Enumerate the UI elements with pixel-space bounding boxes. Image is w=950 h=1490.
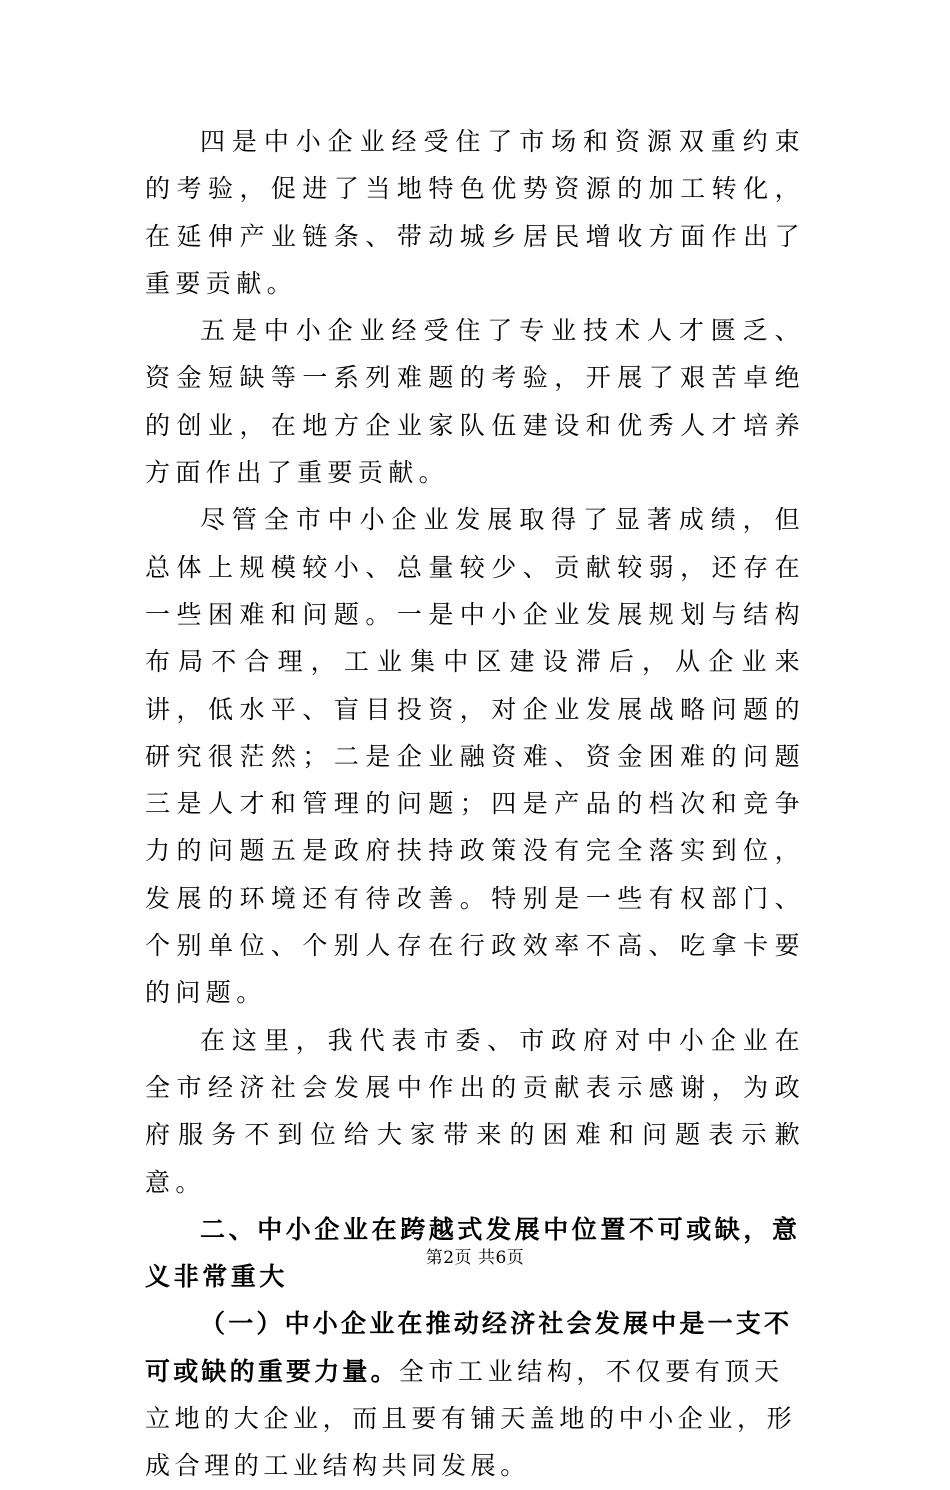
paragraph-four: 四是中小企业经受住了市场和资源双重约束的考验，促进了当地特色优势资源的加工转化，在延伸产业链条、带动城乡居民增收方面作出了重要贡献。 <box>145 127 805 298</box>
page-footer: 第2页 共6页 <box>425 1248 525 1268</box>
section-heading: 二、中小企业在跨越式发展中位置不可或缺，意义非常重大 <box>145 1214 801 1292</box>
paragraph-problems: 尽管全市中小企业发展取得了显著成绩，但总体上规模较小、总量较少、贡献较弱，还存在一些困难和问题。一是中小企业发展规划与结构布局不合理，工业集中区建设滞后，从企业来讲，低水平、盲目投资，对企业发展战略问题的研究很茫然；二是企业融资难、资金困难的问题三是人才和管理的问题；四是产品的档次和竞争力的问题五是政府扶持政策没有完全落实到位，发展的环境还有待改善。特别是一些有权部门、个别单位、个别人存在行政效率不高、吃拿卡要的问题。 <box>145 505 805 1008</box>
subsection-paragraph <box>145 1300 805 1489</box>
subsection-lead: （一）中小企业在推动经济社会发展中是一支不可或缺的重要力量。 <box>145 1309 793 1386</box>
subsection-text: 全市工业结构，不仅要有顶天立地的大企业，而且要有铺天盖地的中小企业，形成合理的工业结构共同发展。 <box>145 1356 797 1481</box>
document-body <box>145 118 805 1490</box>
paragraph-five: 五是中小企业经受住了专业技术人才匮乏、资金短缺等一系列难题的考验，开展了艰苦卓绝的创业，在地方企业家队伍建设和优秀人才培养方面作出了重要贡献。 <box>145 316 805 488</box>
paragraph-thanks: 在这里，我代表市委、市政府对中小企业在全市经济社会发展中作出的贡献表示感谢，为政府服务不到位给大家带来的困难和问题表示歉意。 <box>145 1025 805 1197</box>
